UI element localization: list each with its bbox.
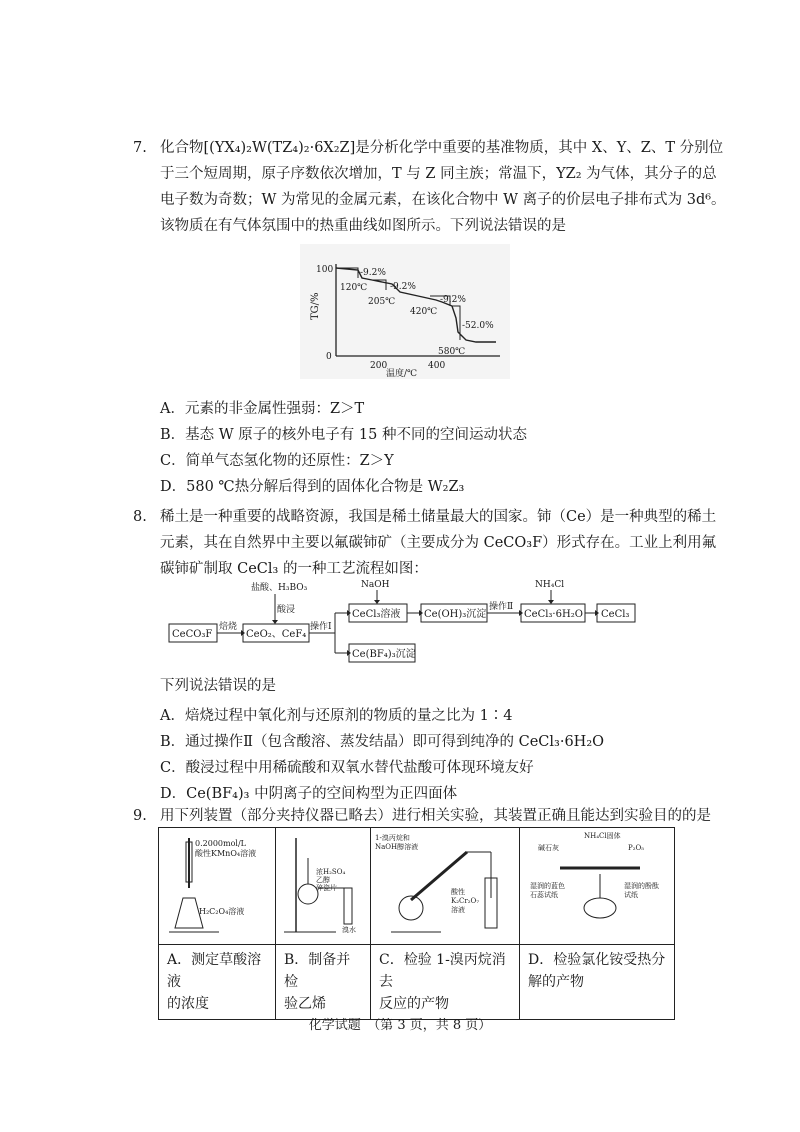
- label-d-p2o5: P₂O₅: [628, 844, 645, 852]
- label-d-litmus-2: 石蕊试纸: [530, 891, 558, 899]
- label-c-bromopropane: 1-溴丙烷和: [375, 834, 410, 842]
- label-b-ethanol: 乙醇: [316, 876, 330, 884]
- caption-c-line-1: C．检验 1-溴丙烷消去: [379, 952, 506, 990]
- reagent-nh4cl: NH₄Cl: [535, 580, 565, 590]
- q7-stem-line-1: 化合物[(YX₄)₂W(TZ₄)₂·6X₂Z]是分析化学中重要的基准物质，其中 X、Y、Z、T 分别位: [160, 140, 724, 156]
- q8-stem-line-3: 碳铈矿制取 CeCl₃ 的一种工艺流程如图：: [160, 561, 428, 577]
- label-b-bromine: 溴水: [342, 926, 356, 934]
- anno-temp-420: 420℃: [410, 307, 438, 317]
- q7-stem-line-4: 该物质在有气体氛围中的热重曲线如图所示。下列说法错误的是: [160, 218, 566, 234]
- caption-d: [520, 945, 675, 1020]
- tga-curve-figure: [300, 244, 510, 379]
- label-d-phenol-2: 试纸: [624, 891, 638, 899]
- label-a-h2c2o4: H₂C₂O₄溶液: [199, 907, 245, 916]
- label-d-nh4cl: NH₄Cl固体: [584, 832, 621, 840]
- arrow-label-acid-leach: 酸浸: [277, 605, 296, 615]
- label-b-chips: 碎瓷片: [316, 884, 337, 892]
- anno-loss-2: -9.2%: [390, 282, 416, 292]
- label-c-naoh: NaOH醇溶液: [375, 843, 419, 851]
- caption-b-line-2: 验乙烯: [284, 996, 326, 1012]
- q9-stem: 用下列装置（部分夹持仪器已略去）进行相关实验，其装置正确且能达到实验目的的是: [160, 808, 711, 824]
- box-cebf4-3-label: Ce(BF₄)₃沉淀: [352, 649, 416, 660]
- q7-stem-line-2: 于三个短周期，原子序数依次增加，T 与 Z 同主族；常温下，YZ₂ 为气体，其分子的总: [160, 166, 717, 182]
- caption-c: [371, 945, 520, 1020]
- q7-option-b: B．基态 W 原子的核外电子有 15 种不同的空间运动状态: [160, 427, 527, 443]
- x-tick-400: 400: [428, 361, 446, 371]
- q7-number: 7.: [133, 140, 147, 156]
- experiment-table: [158, 827, 675, 1020]
- label-c-acidic: 酸性: [451, 888, 465, 896]
- caption-b: [276, 945, 371, 1020]
- q8-option-b: B．通过操作Ⅱ（包含酸溶、蒸发结晶）即可得到纯净的 CeCl₃·6H₂O: [160, 734, 605, 750]
- apparatus-c: [371, 828, 520, 945]
- anno-temp-205: 205℃: [368, 297, 396, 307]
- process-flow-diagram: [165, 578, 645, 670]
- apparatus-a: [159, 828, 276, 945]
- anno-temp-580: 580℃: [438, 347, 466, 357]
- anno-temp-120: 120℃: [340, 283, 368, 293]
- x-axis-label: 温度/℃: [386, 369, 418, 379]
- caption-a-line-1: A．测定草酸溶液: [167, 952, 262, 990]
- caption-a: [159, 945, 276, 1020]
- box-cecl3-label: CeCl₃: [601, 609, 630, 620]
- label-c-solution: 溶液: [451, 906, 465, 914]
- reagent-naoh: NaOH: [361, 580, 390, 590]
- caption-d-line-2: 解的产物: [528, 974, 584, 990]
- q8-option-d: D．Ce(BF₄)₃ 中阴离子的空间构型为正四面体: [160, 786, 458, 802]
- q7-stem-line-3: 电子数为奇数；W 为常见的金属元素，在该化合物中 W 离子的价层电子排布式为 3d⁶。: [160, 192, 726, 208]
- box-cecl3-6h2o-label: CeCl₃·6H₂O: [524, 609, 583, 620]
- q7-option-a: A．元素的非金属性强弱：Z＞T: [160, 401, 365, 417]
- q9-number: 9.: [133, 808, 147, 824]
- y-tick-100: 100: [316, 265, 334, 275]
- label-b-h2so4: 浓H₂SO₄: [316, 868, 346, 876]
- q8-stem-line-2: 元素，其在自然界中主要以氟碳铈矿（主要成分为 CeCO₃F）形式存在。工业上利用氟: [160, 535, 717, 551]
- q7-option-d: D．580 ℃热分解后得到的固体化合物是 W₂Z₃: [160, 479, 465, 495]
- anno-loss-3: -9.2%: [440, 295, 466, 305]
- box-cecl3-solution-label: CeCl₃溶液: [352, 609, 401, 620]
- anno-loss-4: -52.0%: [462, 321, 494, 331]
- reagent-hcl-h3bo3: 盐酸、H₃BO₃: [251, 583, 308, 593]
- label-d-soda-lime: 碱石灰: [538, 844, 559, 852]
- q8-option-a: A．焙烧过程中氧化剂与还原剂的物质的量之比为 1∶4: [160, 708, 513, 724]
- apparatus-b: [276, 828, 371, 945]
- q8-stem-line-1: 稀土是一种重要的战略资源，我国是稀土储量最大的国家。铈（Ce）是一种典型的稀土: [160, 509, 717, 525]
- box-ceoh3-label: Ce(OH)₃沉淀: [424, 609, 487, 620]
- q8-prompt: 下列说法错误的是: [160, 678, 276, 694]
- anno-loss-1: -9.2%: [360, 268, 386, 278]
- label-d-phenol-1: 湿润的酚酞: [624, 882, 659, 890]
- caption-a-line-2: 的浓度: [167, 996, 209, 1012]
- x-tick-200: 200: [370, 361, 388, 371]
- label-a-conc: 0.2000mol/L: [195, 839, 246, 848]
- y-tick-0: 0: [326, 352, 332, 362]
- label-d-litmus-1: 湿润的蓝色: [530, 882, 565, 890]
- label-a-kmno4: 酸性KMnO₄溶液: [195, 849, 257, 858]
- box-ceco3f-label: CeCO₃F: [172, 629, 213, 640]
- q7-option-c: C．简单气态氢化物的还原性：Z＞Y: [160, 453, 394, 469]
- arrow-label-op1: 操作Ⅰ: [310, 622, 332, 632]
- arrow-label-op2: 操作Ⅱ: [489, 602, 514, 612]
- label-c-k2cr2o7: K₂Cr₂O₇: [451, 897, 480, 905]
- q8-option-c: C．酸浸过程中用稀硫酸和双氧水替代盐酸可体现环境友好: [160, 760, 534, 776]
- caption-d-line-1: D．检验氯化铵受热分: [528, 952, 666, 968]
- arrow-label-roast: 焙烧: [219, 622, 238, 632]
- y-axis-label: TG/%: [310, 292, 321, 320]
- caption-b-line-1: B．制备并检: [284, 952, 351, 990]
- q8-number: 8.: [133, 509, 147, 525]
- apparatus-d: [520, 828, 675, 945]
- caption-c-line-2: 反应的产物: [379, 996, 449, 1012]
- box-ceo2-cef4-label: CeO₂、CeF₄: [246, 629, 307, 640]
- page-footer: 化学试题 （第 3 页，共 8 页）: [308, 1018, 492, 1033]
